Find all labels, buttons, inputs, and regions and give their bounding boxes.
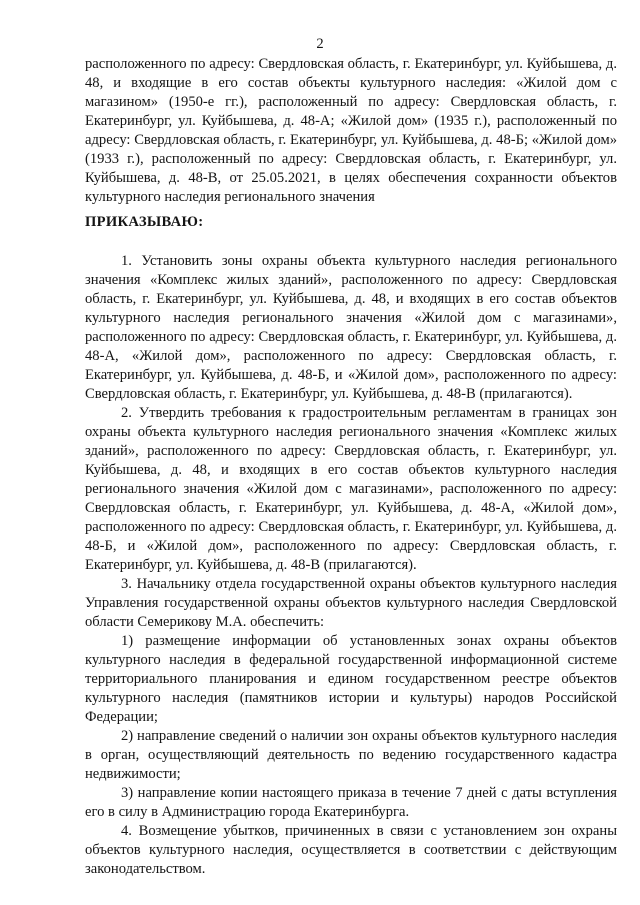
page-number: 2 [316,36,324,52]
order-subitem-3-2: 2) направление сведений о наличии зон охраны объектов культурного наследия в орган, осуществляющий деятельность по ведению государственного кадастра недвижимости; [85,728,617,782]
order-heading: ПРИКАЗЫВАЮ: [85,214,204,230]
intro-paragraph: расположенного по адресу: Свердловская область, г. Екатеринбург, ул. Куйбышева, д. 48, и входящие в его состав объекты культурного наследия: «Жилой дом с магазином» (1950-е гг.), расположенный по адресу: Свердловская область, г. Екатеринбург, ул. Куйбышева, д. 48-А; «Жилой дом» (1935 г.), расположенный по адресу: Свердловская область, г. Екатеринбург, ул. Куйбышева, д. 48-Б; «Жилой дом» (1933 г.), расположенный по адресу: Свердловская область, г. Екатеринбург, ул. Куйбышева, д. 48-В, от 25.05.2021, в целях обеспечения сохранности объектов культурного наследия регионального значения [85,56,617,205]
order-item-1: 1. Установить зоны охраны объекта культурного наследия регионального значения «Комплекс жилых зданий», расположенного по адресу: Свердловская область, г. Екатеринбург, ул. Куйбышева, д. 48, и входящих в его состав объектов культурного наследия регионального значения «Жилой дом с магазинами», расположенного по адресу: Свердловская область, г. Екатеринбург, ул. Куйбышева, д. 48-А, «Жилой дом», расположенного по адресу: Свердловская область, г. Екатеринбург, ул. Куйбышева, д. 48-Б, и «Жилой дом», расположенного по адресу: Свердловская область, г. Екатеринбург, ул. Куйбышева, д. 48-В (прилагаются). [85,253,617,402]
order-items [85,252,617,879]
order-subitem-3-1: 1) размещение информации об установленных зонах охраны объектов культурного наследия в федеральной государственной информационной системе территориального планирования и едином государственном реестре объектов культурного наследия (памятников истории и культуры) народов Российской Федерации; [85,633,617,725]
order-item-3: 3. Начальнику отдела государственной охраны объектов культурного наследия Управления государственной охраны объектов культурного наследия Свердловской области Семерикову М.А. обеспечить: [85,576,617,630]
order-item-2: 2. Утвердить требования к градостроительным регламентам в границах зон охраны объекта культурного наследия регионального значения «Комплекс жилых зданий», расположенного по адресу: Свердловская область, г. Екатеринбург, ул. Куйбышева, д. 48, и входящих в его состав объектов культурного наследия регионального значения «Жилой дом с магазинами», расположенного по адресу: Свердловская область, г. Екатеринбург, ул. Куйбышева, д. 48-А, «Жилой дом», расположенного по адресу: Свердловская область, г. Екатеринбург, ул. Куйбышева, д. 48-Б, и «Жилой дом», расположенного по адресу: Свердловская область, г. Екатеринбург, ул. Куйбышева, д. 48-В (прилагаются). [85,405,617,573]
order-subitem-3-3: 3) направление копии настоящего приказа в течение 7 дней с даты вступления его в силу в Администрацию города Екатеринбурга. [85,785,617,820]
order-item-4: 4. Возмещение убытков, причиненных в связи с установлением зон охраны объектов культурного наследия, осуществляется в соответствии с действующим законодательством. [85,823,617,877]
